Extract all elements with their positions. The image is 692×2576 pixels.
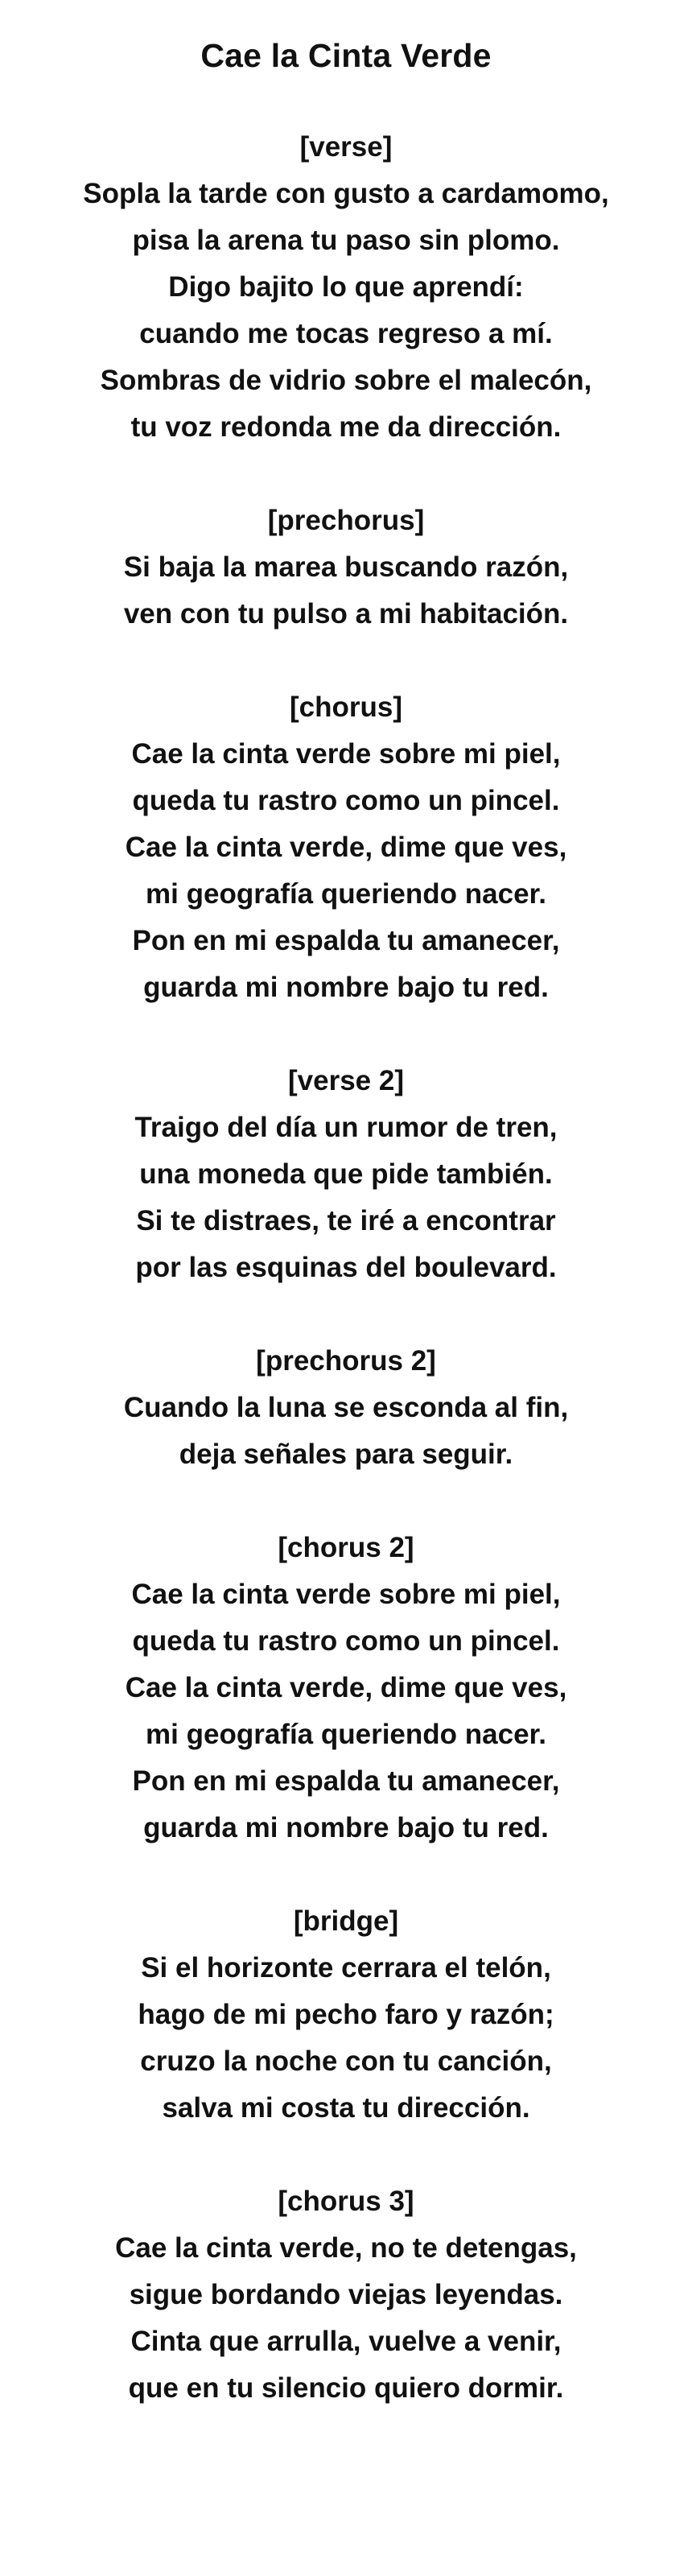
lyric-line: sigue bordando viejas leyendas. <box>129 2279 563 2310</box>
lyric-line: Cuando la luna se esconda al fin, <box>123 1392 569 1423</box>
lyric-line: Cae la cinta verde sobre mi piel, <box>131 1579 561 1610</box>
lyrics-section <box>0 1525 692 1852</box>
lyric-line: hago de mi pecho faro y razón; <box>138 1999 554 2030</box>
lyric-line: Pon en mi espalda tu amanecer, <box>132 1765 560 1797</box>
section-tag: [chorus] <box>290 691 402 723</box>
lyric-line: que en tu silencio quiero dormir. <box>128 2372 564 2404</box>
lyric-line: mi geografía queriendo nacer. <box>146 1719 546 1750</box>
lyrics-section <box>0 684 692 1011</box>
lyric-line: una moneda que pide también. <box>139 1158 553 1190</box>
lyric-line: guarda mi nombre bajo tu red. <box>143 972 549 1003</box>
lyric-line: ven con tu pulso a mi habitación. <box>123 598 569 630</box>
lyric-line: Si te distraes, te iré a encontrar <box>136 1205 556 1236</box>
lyric-line: Traigo del día un rumor de tren, <box>134 1112 558 1143</box>
lyrics-section <box>0 1338 692 1478</box>
lyric-line: pisa la arena tu paso sin plomo. <box>132 225 560 256</box>
lyric-line: por las esquinas del boulevard. <box>135 1252 557 1283</box>
lyrics-section <box>0 497 692 638</box>
lyric-line: queda tu rastro como un pincel. <box>132 785 560 816</box>
section-tag: [verse 2] <box>288 1065 404 1096</box>
lyrics-section <box>0 2178 692 2412</box>
lyric-line: Cae la cinta verde, dime que ves, <box>125 832 567 863</box>
lyric-line: Digo bajito lo que aprendí: <box>168 271 524 303</box>
lyric-line: Si baja la marea buscando razón, <box>123 551 569 583</box>
lyrics-body <box>0 124 692 2412</box>
song-title: Cae la Cinta Verde <box>200 37 492 74</box>
lyric-line: Sombras de vidrio sobre el malecón, <box>100 365 592 396</box>
section-tag: [prechorus 2] <box>256 1345 436 1377</box>
lyric-line: Si el horizonte cerrara el telón, <box>141 1952 551 1984</box>
lyric-line: guarda mi nombre bajo tu red. <box>143 1812 549 1843</box>
lyric-line: mi geografía queriendo nacer. <box>146 878 546 910</box>
section-tag: [chorus 3] <box>278 2186 414 2217</box>
lyric-line: queda tu rastro como un pincel. <box>132 1625 560 1657</box>
lyric-line: deja señales para seguir. <box>179 1439 513 1470</box>
lyric-line: Cae la cinta verde sobre mi piel, <box>131 738 561 770</box>
section-tag: [prechorus] <box>267 505 425 536</box>
lyrics-section <box>0 1898 692 2132</box>
lyric-line: Cinta que arrulla, vuelve a venir, <box>130 2326 562 2357</box>
lyrics-section <box>0 124 692 451</box>
lyrics-section <box>0 1058 692 1291</box>
section-tag: [verse] <box>299 131 393 163</box>
lyric-line: Cae la cinta verde, dime que ves, <box>125 1672 567 1703</box>
lyric-line: Cae la cinta verde, no te detengas, <box>115 2232 577 2264</box>
lyric-line: tu voz redonda me da dirección. <box>130 411 562 443</box>
lyric-line: Sopla la tarde con gusto a cardamomo, <box>83 178 609 209</box>
lyric-line: Pon en mi espalda tu amanecer, <box>132 925 560 956</box>
section-tag: [bridge] <box>293 1905 399 1937</box>
lyric-line: cruzo la noche con tu canción, <box>140 2046 552 2077</box>
lyric-line: cuando me tocas regreso a mí. <box>139 318 553 349</box>
section-tag: [chorus 2] <box>278 1532 414 1563</box>
lyric-line: salva mi costa tu dirección. <box>162 2092 530 2124</box>
